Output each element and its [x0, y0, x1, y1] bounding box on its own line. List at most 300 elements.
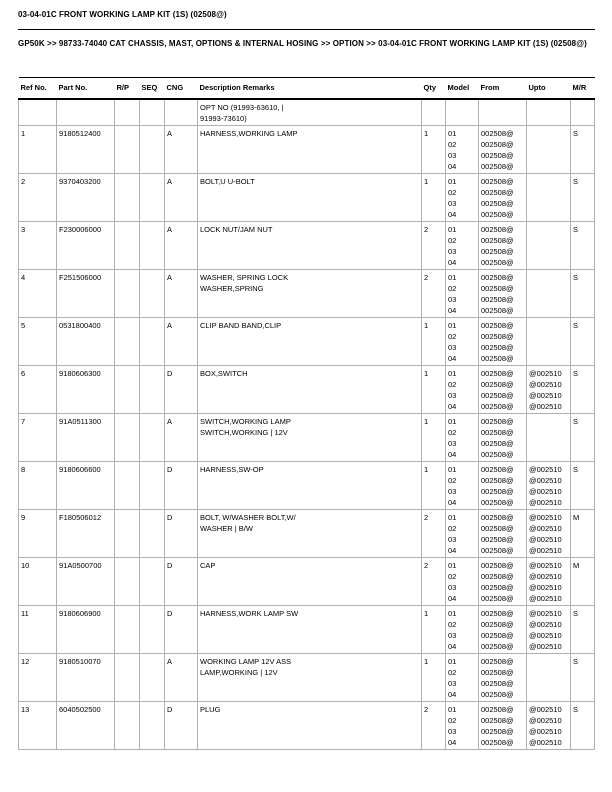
table-row — [19, 366, 595, 414]
cell-mr — [571, 270, 595, 318]
cell-mr — [571, 99, 595, 126]
cell-line: @002510 — [529, 561, 562, 570]
cell-line: 002508@ — [481, 129, 514, 138]
cell-line: 002508@ — [481, 306, 514, 315]
cell-ref-no — [19, 222, 57, 270]
cell-line: 002508@ — [481, 705, 514, 714]
cell-rp — [115, 414, 140, 462]
cell-line: S — [573, 465, 579, 474]
cell-line: 002508@ — [481, 572, 514, 581]
cell-line: 9 — [21, 513, 26, 522]
cell-part-no — [57, 99, 115, 126]
cell-line: 91A0500700 — [59, 561, 102, 570]
cell-line: @002510 — [529, 476, 562, 485]
cell-line: 02 — [448, 284, 457, 293]
cell-line: 04 — [448, 546, 457, 555]
cell-rp — [115, 462, 140, 510]
cell-seq — [140, 99, 165, 126]
cell-line: 002508@ — [481, 524, 514, 533]
cell-model — [446, 510, 479, 558]
cell-part-no — [57, 222, 115, 270]
cell-line: 12 — [21, 657, 30, 666]
cell-cng — [165, 99, 198, 126]
cell-ref-no — [19, 462, 57, 510]
cell-line: 002508@ — [481, 439, 514, 448]
cell-model — [446, 174, 479, 222]
cell-line: 002508@ — [481, 594, 514, 603]
cell-line: 02 — [448, 476, 457, 485]
column-header-m-r: M/R — [571, 78, 595, 100]
cell-upto — [527, 702, 571, 750]
cell-line: LOCK NUT/JAM NUT — [200, 225, 273, 234]
cell-line: OPT NO (91993-63610, | — [200, 103, 284, 112]
cell-model — [446, 99, 479, 126]
cell-qty — [422, 222, 446, 270]
cell-upto — [527, 414, 571, 462]
cell-line: 1 — [424, 321, 429, 330]
cell-line: 002508@ — [481, 465, 514, 474]
cell-model — [446, 606, 479, 654]
cell-upto — [527, 654, 571, 702]
cell-description — [198, 558, 422, 606]
cell-line: 03 — [448, 199, 457, 208]
cell-line: D — [167, 369, 173, 378]
cell-line: 002508@ — [481, 247, 514, 256]
cell-part-no — [57, 702, 115, 750]
cell-line: 91A0511300 — [59, 417, 101, 426]
cell-line: WASHER, SPRING LOCK — [200, 273, 289, 282]
cell-line: 04 — [448, 162, 457, 171]
cell-ref-no — [19, 126, 57, 174]
cell-seq — [140, 510, 165, 558]
cell-line: @002510 — [529, 369, 562, 378]
cell-rp — [115, 558, 140, 606]
cell-line: 04 — [448, 498, 457, 507]
cell-line: 04 — [448, 594, 457, 603]
table-row — [19, 510, 595, 558]
table-row — [19, 174, 595, 222]
cell-cng — [165, 174, 198, 222]
cell-qty — [422, 702, 446, 750]
cell-line: A — [167, 657, 173, 666]
cell-line: 6 — [21, 369, 26, 378]
cell-line: S — [573, 369, 579, 378]
cell-line: @002510 — [529, 727, 562, 736]
cell-cng — [165, 462, 198, 510]
cell-from — [479, 126, 527, 174]
cell-line: 9180606300 — [59, 369, 101, 378]
cell-line: 002508@ — [481, 487, 514, 496]
cell-line: 002508@ — [481, 225, 514, 234]
cell-mr — [571, 654, 595, 702]
cell-cng — [165, 366, 198, 414]
cell-ref-no — [19, 606, 57, 654]
cell-line: 04 — [448, 690, 457, 699]
cell-line: 002508@ — [481, 428, 514, 437]
cell-line: @002510 — [529, 631, 562, 640]
cell-ref-no — [19, 366, 57, 414]
cell-description — [198, 99, 422, 126]
cell-ref-no — [19, 510, 57, 558]
cell-line: 04 — [448, 642, 457, 651]
cell-line: 02 — [448, 524, 457, 533]
cell-ref-no — [19, 414, 57, 462]
cell-line: 002508@ — [481, 620, 514, 629]
cell-mr — [571, 366, 595, 414]
cell-line: 04 — [448, 402, 457, 411]
cell-mr — [571, 414, 595, 462]
table-row — [19, 318, 595, 366]
cell-line: S — [573, 609, 579, 618]
cell-line: 01 — [448, 657, 457, 666]
cell-rp — [115, 99, 140, 126]
cell-line: 03 — [448, 391, 457, 400]
cell-line: 002508@ — [481, 498, 514, 507]
cell-line: 002508@ — [481, 716, 514, 725]
header-row — [19, 78, 595, 100]
cell-from — [479, 462, 527, 510]
cell-line: 01 — [448, 129, 457, 138]
cell-description — [198, 654, 422, 702]
column-header-qty: Qty — [422, 78, 446, 100]
cell-line: 02 — [448, 332, 457, 341]
cell-qty — [422, 318, 446, 366]
cell-line: 002508@ — [481, 151, 514, 160]
cell-line: 002508@ — [481, 631, 514, 640]
column-header-from: From — [479, 78, 527, 100]
cell-line: S — [573, 129, 579, 138]
cell-line: @002510 — [529, 620, 562, 629]
cell-line: 002508@ — [481, 513, 514, 522]
cell-upto — [527, 99, 571, 126]
cell-from — [479, 414, 527, 462]
cell-line: WASHER,SPRING — [200, 284, 264, 293]
cell-line: 02 — [448, 716, 457, 725]
cell-line: M — [573, 561, 580, 570]
cell-line: S — [573, 225, 579, 234]
cell-line: @002510 — [529, 465, 562, 474]
cell-line: LAMP,WORKING | 12V — [200, 668, 278, 677]
cell-line: 9180510070 — [59, 657, 101, 666]
cell-line: 002508@ — [481, 609, 514, 618]
cell-line: BOLT, W/WASHER BOLT,W/ — [200, 513, 296, 522]
cell-line: 01 — [448, 417, 457, 426]
cell-from — [479, 510, 527, 558]
cell-line: 01 — [448, 465, 457, 474]
cell-part-no — [57, 462, 115, 510]
cell-qty — [422, 174, 446, 222]
cell-line: 10 — [21, 561, 30, 570]
cell-line: S — [573, 705, 579, 714]
cell-line: 03 — [448, 295, 457, 304]
cell-line: 002508@ — [481, 284, 514, 293]
cell-seq — [140, 318, 165, 366]
cell-description — [198, 606, 422, 654]
cell-line: 002508@ — [481, 679, 514, 688]
cell-description — [198, 174, 422, 222]
cell-line: 02 — [448, 668, 457, 677]
cell-qty — [422, 126, 446, 174]
cell-model — [446, 318, 479, 366]
cell-line: 13 — [21, 705, 30, 714]
cell-line: 002508@ — [481, 417, 514, 426]
cell-line: F251506000 — [59, 273, 102, 282]
table-row — [19, 222, 595, 270]
cell-line: 01 — [448, 561, 457, 570]
cell-description — [198, 126, 422, 174]
table-row — [19, 654, 595, 702]
cell-line: @002510 — [529, 487, 562, 496]
cell-line: S — [573, 177, 579, 186]
cell-line: 2 — [424, 513, 429, 522]
cell-line: 1 — [424, 465, 429, 474]
cell-part-no — [57, 606, 115, 654]
page-title: 03-04-01C FRONT WORKING LAMP KIT (1S) (02508@) — [18, 10, 227, 19]
cell-cng — [165, 510, 198, 558]
cell-seq — [140, 654, 165, 702]
cell-line: 02 — [448, 620, 457, 629]
cell-rp — [115, 702, 140, 750]
cell-mr — [571, 462, 595, 510]
cell-model — [446, 414, 479, 462]
cell-line: D — [167, 609, 173, 618]
cell-line: 8 — [21, 465, 26, 474]
table-row — [19, 462, 595, 510]
cell-line: 01 — [448, 369, 457, 378]
cell-upto — [527, 126, 571, 174]
cell-line: BOX,SWITCH — [200, 369, 248, 378]
cell-upto — [527, 270, 571, 318]
cell-line: 2 — [21, 177, 26, 186]
table-row — [19, 606, 595, 654]
cell-line: 9180512400 — [59, 129, 101, 138]
column-header-upto: Upto — [527, 78, 571, 100]
cell-line: 002508@ — [481, 642, 514, 651]
cell-line: 03 — [448, 439, 457, 448]
cell-line: 002508@ — [481, 332, 514, 341]
cell-model — [446, 270, 479, 318]
cell-line: 01 — [448, 225, 457, 234]
cell-line: 04 — [448, 354, 457, 363]
cell-line: 002508@ — [481, 391, 514, 400]
cell-line: 9180606600 — [59, 465, 101, 474]
cell-part-no — [57, 654, 115, 702]
cell-line: @002510 — [529, 391, 562, 400]
cell-line: 2 — [424, 225, 429, 234]
cell-line: 01 — [448, 513, 457, 522]
cell-line: 02 — [448, 188, 457, 197]
cell-model — [446, 654, 479, 702]
cell-upto — [527, 366, 571, 414]
table-row — [19, 702, 595, 750]
cell-line: 002508@ — [481, 210, 514, 219]
cell-seq — [140, 366, 165, 414]
cell-seq — [140, 606, 165, 654]
cell-line: @002510 — [529, 524, 562, 533]
cell-line: 2 — [424, 561, 429, 570]
cell-line: 002508@ — [481, 188, 514, 197]
cell-line: 03 — [448, 583, 457, 592]
cell-description — [198, 414, 422, 462]
cell-line: A — [167, 177, 173, 186]
table-row — [19, 99, 595, 126]
cell-ref-no — [19, 318, 57, 366]
column-header-cng: CNG — [165, 78, 198, 100]
cell-line: 002508@ — [481, 561, 514, 570]
cell-upto — [527, 222, 571, 270]
cell-rp — [115, 270, 140, 318]
cell-line: 11 — [21, 609, 29, 618]
cell-line: 002508@ — [481, 738, 514, 747]
cell-line: A — [167, 321, 173, 330]
cell-line: 04 — [448, 738, 457, 747]
cell-part-no — [57, 510, 115, 558]
cell-line: 002508@ — [481, 199, 514, 208]
cell-line: HARNESS,WORK LAMP SW — [200, 609, 299, 618]
cell-line: 002508@ — [481, 354, 514, 363]
cell-ref-no — [19, 99, 57, 126]
cell-qty — [422, 606, 446, 654]
table-row — [19, 558, 595, 606]
cell-line: 002508@ — [481, 546, 514, 555]
cell-line: 03 — [448, 151, 457, 160]
cell-line: 2 — [424, 705, 429, 714]
cell-mr — [571, 510, 595, 558]
cell-qty — [422, 270, 446, 318]
cell-line: @002510 — [529, 402, 562, 411]
cell-cng — [165, 414, 198, 462]
cell-part-no — [57, 318, 115, 366]
column-header-model: Model — [446, 78, 479, 100]
cell-seq — [140, 174, 165, 222]
cell-line: 03 — [448, 343, 457, 352]
cell-line: 03 — [448, 727, 457, 736]
column-header-description-remarks: Description Remarks — [198, 78, 422, 100]
cell-mr — [571, 126, 595, 174]
cell-cng — [165, 606, 198, 654]
cell-line: D — [167, 561, 173, 570]
cell-seq — [140, 222, 165, 270]
cell-cng — [165, 270, 198, 318]
cell-line: 01 — [448, 609, 457, 618]
cell-line: SWITCH,WORKING | 12V — [200, 428, 288, 437]
cell-line: 002508@ — [481, 258, 514, 267]
cell-line: 5 — [21, 321, 26, 330]
cell-upto — [527, 318, 571, 366]
cell-line: 02 — [448, 572, 457, 581]
cell-seq — [140, 462, 165, 510]
cell-line: F230006000 — [59, 225, 102, 234]
cell-line: A — [167, 225, 173, 234]
cell-line: HARNESS,WORKING LAMP — [200, 129, 298, 138]
cell-description — [198, 462, 422, 510]
cell-rp — [115, 510, 140, 558]
cell-model — [446, 462, 479, 510]
cell-line: @002510 — [529, 642, 562, 651]
cell-line: A — [167, 129, 173, 138]
cell-rp — [115, 126, 140, 174]
cell-ref-no — [19, 654, 57, 702]
cell-line: 02 — [448, 236, 457, 245]
cell-seq — [140, 126, 165, 174]
cell-cng — [165, 702, 198, 750]
cell-seq — [140, 414, 165, 462]
cell-ref-no — [19, 270, 57, 318]
cell-line: 03 — [448, 487, 457, 496]
cell-line: F180506012 — [59, 513, 102, 522]
column-header-ref-no: Ref No. — [19, 78, 57, 100]
cell-line: 002508@ — [481, 535, 514, 544]
cell-description — [198, 222, 422, 270]
cell-line: 4 — [21, 273, 26, 282]
cell-description — [198, 270, 422, 318]
cell-line: 2 — [424, 273, 429, 282]
cell-description — [198, 318, 422, 366]
cell-qty — [422, 462, 446, 510]
cell-model — [446, 222, 479, 270]
cell-from — [479, 222, 527, 270]
cell-mr — [571, 702, 595, 750]
cell-description — [198, 366, 422, 414]
cell-line: @002510 — [529, 513, 562, 522]
cell-line: 002508@ — [481, 402, 514, 411]
cell-line: D — [167, 705, 173, 714]
cell-cng — [165, 318, 198, 366]
cell-line: SWITCH,WORKING LAMP — [200, 417, 291, 426]
cell-upto — [527, 462, 571, 510]
cell-line: CLIP BAND BAND,CLIP — [200, 321, 282, 330]
cell-line: @002510 — [529, 738, 562, 747]
breadcrumb: GP50K >> 98733-74040 CAT CHASSIS, MAST, OPTIONS & INTERNAL HOSING >> OPTION >> 03-04-01C FRONT WORKING LAMP KIT (1S) (02508@) — [18, 39, 587, 48]
cell-line: 6040502500 — [59, 705, 101, 714]
cell-line: @002510 — [529, 705, 562, 714]
column-header-seq: SEQ — [140, 78, 165, 100]
cell-part-no — [57, 414, 115, 462]
cell-cng — [165, 654, 198, 702]
cell-from — [479, 174, 527, 222]
cell-part-no — [57, 270, 115, 318]
cell-line: WORKING LAMP 12V ASS — [200, 657, 292, 666]
cell-line: 002508@ — [481, 668, 514, 677]
cell-line: 02 — [448, 140, 457, 149]
cell-qty — [422, 654, 446, 702]
cell-line: 01 — [448, 273, 457, 282]
cell-upto — [527, 510, 571, 558]
cell-line: 1 — [424, 177, 429, 186]
cell-cng — [165, 126, 198, 174]
cell-line: 04 — [448, 210, 457, 219]
cell-line: D — [167, 465, 173, 474]
cell-from — [479, 270, 527, 318]
cell-seq — [140, 558, 165, 606]
cell-line: 002508@ — [481, 369, 514, 378]
cell-ref-no — [19, 558, 57, 606]
cell-line: 02 — [448, 380, 457, 389]
cell-line: 002508@ — [481, 690, 514, 699]
cell-qty — [422, 558, 446, 606]
column-header-part-no: Part No. — [57, 78, 115, 100]
table-row — [19, 126, 595, 174]
cell-ref-no — [19, 174, 57, 222]
cell-part-no — [57, 558, 115, 606]
cell-from — [479, 702, 527, 750]
cell-line: @002510 — [529, 546, 562, 555]
cell-line: 002508@ — [481, 321, 514, 330]
cell-line: 01 — [448, 705, 457, 714]
cell-line: @002510 — [529, 609, 562, 618]
cell-line: 1 — [424, 129, 429, 138]
cell-upto — [527, 558, 571, 606]
